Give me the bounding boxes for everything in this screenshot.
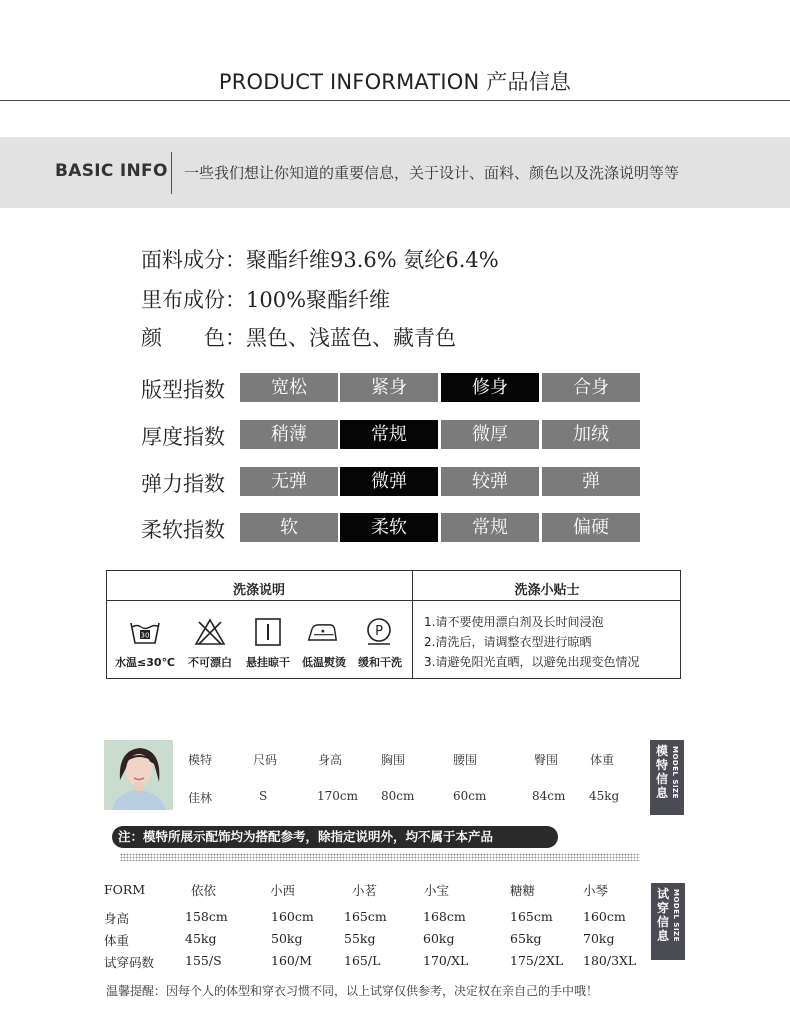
trial-model-name: 依依 <box>191 883 217 898</box>
trial-weight-value: 70kg <box>583 931 615 946</box>
trial-size-value: 180/3XL <box>583 953 637 968</box>
index-thickness-option: 稍薄 <box>240 420 338 449</box>
svg-text:30: 30 <box>140 631 150 640</box>
basic-info-separator <box>171 152 172 194</box>
basic-info-label: BASIC INFO <box>55 161 168 181</box>
trial-size-value: 160/M <box>271 953 312 968</box>
trial-height-value: 160cm <box>583 909 626 924</box>
model-value-weight: 45kg <box>589 789 620 803</box>
trial-info-tag-en: MODEL SIZE <box>672 889 680 942</box>
model-photo <box>104 740 173 810</box>
spec-fabric <box>141 244 499 274</box>
title-divider <box>0 100 790 101</box>
trial-model-name: 小琴 <box>583 883 609 898</box>
wash-table-divider <box>106 600 681 601</box>
trial-size-label: 试穿码数 <box>104 955 155 970</box>
trial-form-label: FORM <box>104 882 146 897</box>
no-bleach-caption: 不可漂白 <box>188 656 232 669</box>
svg-text:P: P <box>375 624 383 639</box>
spec-lining-value: 100%聚酯纤维 <box>246 288 391 312</box>
trial-size-value: 155/S <box>185 953 222 968</box>
accessory-note: 注：模特所展示配饰均为搭配参考，除指定说明外，均不属于本产品 <box>112 826 558 848</box>
model-header-model: 模特 <box>188 753 213 767</box>
index-softness-option-selected: 柔软 <box>340 513 438 542</box>
dotted-divider <box>120 853 640 861</box>
model-header-waist: 腰围 <box>453 753 478 767</box>
trial-model-name: 小宝 <box>424 883 450 898</box>
trial-weight-value: 45kg <box>185 931 217 946</box>
wash-30-icon <box>129 617 161 647</box>
fitting-reminder: 温馨提醒：因每个人的体型和穿衣习惯不同，以上试穿仅供参考，决定权在亲自己的手中哦！ <box>106 984 599 998</box>
model-value-size: S <box>259 789 268 803</box>
index-fit-option: 宽松 <box>240 373 338 402</box>
low-iron-icon <box>306 617 338 647</box>
index-softness-option: 软 <box>240 513 338 542</box>
trial-height-value: 165cm <box>510 909 553 924</box>
model-header-size: 尺码 <box>253 753 278 767</box>
trial-weight-label: 体重 <box>104 933 130 948</box>
spec-color-value: 黑色、浅蓝色、藏青色 <box>246 326 456 350</box>
trial-height-label: 身高 <box>104 911 130 926</box>
wash-tips-header: 洗涤小贴士 <box>514 583 580 598</box>
model-header-bust: 胸围 <box>381 753 406 767</box>
model-header-weight: 体重 <box>590 753 615 767</box>
spec-fabric-value: 聚酯纤维93.6% 氨纶6.4% <box>246 248 499 272</box>
trial-height-value: 160cm <box>271 909 314 924</box>
index-elastic-option-selected: 微弹 <box>340 467 438 496</box>
trial-info-tag <box>651 883 685 960</box>
index-fit-option: 紧身 <box>340 373 438 402</box>
trial-height-value: 165cm <box>344 909 387 924</box>
wash-tip: 3.请避免阳光直晒，以避免出现变色情况 <box>424 655 640 669</box>
dry-clean-caption: 缓和干洗 <box>358 656 402 669</box>
index-softness-label: 柔软指数 <box>141 518 225 542</box>
trial-size-value: 165/L <box>344 953 381 968</box>
basic-info-text: 一些我们想让你知道的重要信息，关于设计、面料、颜色以及洗涤说明等等 <box>184 164 680 182</box>
index-fit-label: 版型指数 <box>141 378 225 402</box>
low-iron-caption: 低温熨烫 <box>302 656 346 669</box>
model-info-tag <box>650 740 684 815</box>
model-value-waist: 60cm <box>453 789 487 803</box>
index-elastic-label: 弹力指数 <box>141 472 225 496</box>
trial-height-value: 158cm <box>185 909 228 924</box>
trial-weight-value: 50kg <box>271 931 303 946</box>
spec-lining-label: 里布成份： <box>141 288 246 312</box>
wash-30-caption: 水温≤30℃ <box>115 656 175 669</box>
index-softness-option: 偏硬 <box>542 513 640 542</box>
index-fit-option: 合身 <box>542 373 640 402</box>
dry-clean-icon <box>363 617 395 647</box>
model-info-tag-en: MODEL SIZE <box>671 746 679 799</box>
trial-model-name: 小西 <box>270 883 296 898</box>
trial-height-value: 168cm <box>423 909 466 924</box>
trial-weight-value: 60kg <box>423 931 455 946</box>
model-info-tag-cn: 模特信息 <box>655 744 668 800</box>
wash-tip: 1.请不要使用漂白剂及长时间浸泡 <box>424 615 604 629</box>
model-header-hip: 臀围 <box>534 753 559 767</box>
wash-tip: 2.清洗后，请调整衣型进行晾晒 <box>424 635 592 649</box>
spec-color-label: 颜 色： <box>141 326 246 350</box>
model-value-hip: 84cm <box>532 789 566 803</box>
spec-lining <box>141 284 390 314</box>
index-thickness-label: 厚度指数 <box>141 425 225 449</box>
trial-weight-value: 65kg <box>510 931 542 946</box>
index-elastic-option: 弹 <box>542 467 640 496</box>
wash-instructions-header: 洗涤说明 <box>232 583 285 598</box>
model-header-height: 身高 <box>318 753 343 767</box>
page-title: PRODUCT INFORMATION 产品信息 <box>218 70 572 94</box>
trial-size-value: 175/2XL <box>510 953 564 968</box>
trial-model-name: 小茗 <box>352 883 378 898</box>
spec-fabric-label: 面料成分： <box>141 248 246 272</box>
trial-size-value: 170/XL <box>423 953 469 968</box>
model-value-bust: 80cm <box>381 789 415 803</box>
trial-weight-value: 55kg <box>344 931 376 946</box>
index-fit-option-selected: 修身 <box>441 373 539 402</box>
hang-dry-icon <box>252 617 284 647</box>
spec-color <box>141 322 456 352</box>
trial-info-tag-cn: 试穿信息 <box>656 887 669 943</box>
index-thickness-option: 加绒 <box>542 420 640 449</box>
trial-model-name: 糖糖 <box>510 883 536 898</box>
index-softness-option: 常规 <box>441 513 539 542</box>
index-elastic-option: 较弹 <box>441 467 539 496</box>
model-value-name: 佳林 <box>188 791 213 805</box>
index-thickness-option-selected: 常规 <box>340 420 438 449</box>
index-thickness-option: 微厚 <box>441 420 539 449</box>
model-value-height: 170cm <box>317 789 359 803</box>
no-bleach-icon <box>194 617 226 647</box>
index-elastic-option: 无弹 <box>240 467 338 496</box>
hang-dry-caption: 悬挂晾干 <box>246 656 290 669</box>
